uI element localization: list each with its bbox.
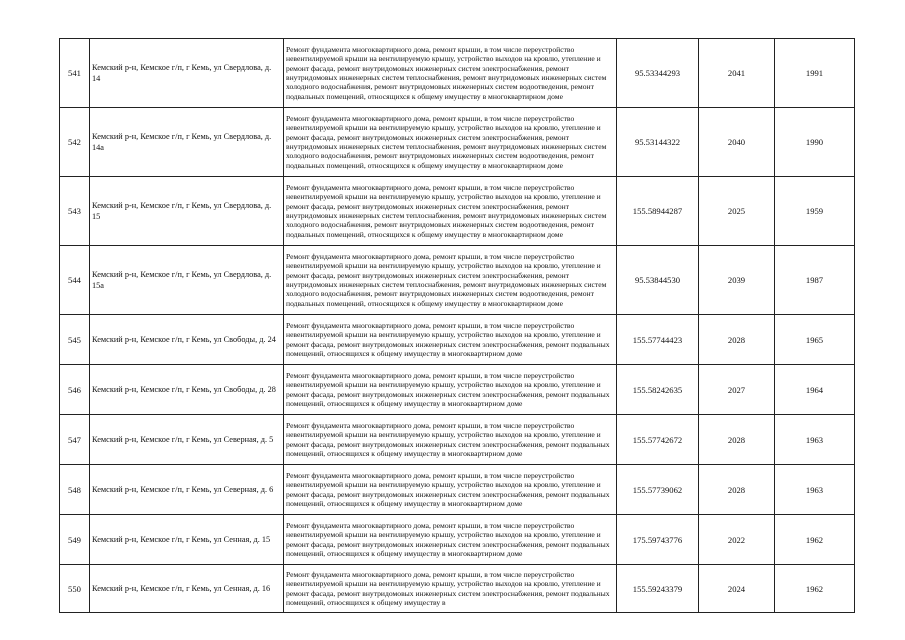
row-works: Ремонт фундамента многоквартирного дома, ремонт крыши, в том числе переустройство невентилируемой крыши на вентилируемую крышу, устройство выходов на кровлю, утепление и ремонт фасада, ремонт внутридомовых инженерных систем электроснабжения, ремонт внутридомовых инженерных систем теплоснабжения, ремонт внутридомовых инженерных систем холодного водоснабжения, ремонт внутридомовых инженерных систем водоотведения, ремонт подвальных помещений, относящихся к общему имуществу в многоквартирном доме — [284, 177, 617, 246]
row-address: Кемский р-н, Кемское г/п, г Кемь, ул Северная, д. 6 — [90, 465, 284, 515]
row-number: 549 — [60, 515, 90, 565]
row-works: Ремонт фундамента многоквартирного дома, ремонт крыши, в том числе переустройство невентилируемой крыши на вентилируемую крышу, устройство выходов на кровлю, утепление и ремонт фасада, ремонт внутридомовых инженерных систем электроснабжения, ремонт подвальных помещений, относящихся к общему имуществу в многоквартирном доме — [284, 515, 617, 565]
row-works: Ремонт фундамента многоквартирного дома, ремонт крыши, в том числе переустройство невентилируемой крыши на вентилируемую крышу, устройство выходов на кровлю, утепление и ремонт фасада, ремонт внутридомовых инженерных систем электроснабжения, ремонт подвальных помещений, относящихся к общему имуществу в — [284, 565, 617, 613]
table-row — [60, 565, 855, 613]
housing-repair-table — [59, 38, 855, 613]
row-number: 550 — [60, 565, 90, 613]
row-cost: 175.59743776 — [617, 515, 699, 565]
row-build-year: 1963 — [775, 465, 855, 515]
table-row — [60, 246, 855, 315]
row-planned-year: 2040 — [699, 108, 775, 177]
row-cost: 95.53844530 — [617, 246, 699, 315]
row-address: Кемский р-н, Кемское г/п, г Кемь, ул Свердлова, д. 14а — [90, 108, 284, 177]
row-planned-year: 2024 — [699, 565, 775, 613]
row-works: Ремонт фундамента многоквартирного дома, ремонт крыши, в том числе переустройство невентилируемой крыши на вентилируемую крышу, устройство выходов на кровлю, утепление и ремонт фасада, ремонт внутридомовых инженерных систем электроснабжения, ремонт подвальных помещений, относящихся к общему имуществу в многоквартирном доме — [284, 465, 617, 515]
row-build-year: 1959 — [775, 177, 855, 246]
table-row — [60, 39, 855, 108]
row-number: 546 — [60, 365, 90, 415]
row-planned-year: 2027 — [699, 365, 775, 415]
row-build-year: 1962 — [775, 565, 855, 613]
row-cost: 95.53144322 — [617, 108, 699, 177]
table-row — [60, 315, 855, 365]
row-build-year: 1962 — [775, 515, 855, 565]
row-planned-year: 2028 — [699, 465, 775, 515]
row-cost: 155.58242635 — [617, 365, 699, 415]
row-planned-year: 2039 — [699, 246, 775, 315]
row-number: 544 — [60, 246, 90, 315]
row-cost: 155.58944287 — [617, 177, 699, 246]
row-number: 548 — [60, 465, 90, 515]
row-planned-year: 2028 — [699, 415, 775, 465]
table-row — [60, 108, 855, 177]
row-build-year: 1964 — [775, 365, 855, 415]
row-address: Кемский р-н, Кемское г/п, г Кемь, ул Свободы, д. 28 — [90, 365, 284, 415]
row-build-year: 1963 — [775, 415, 855, 465]
row-planned-year: 2022 — [699, 515, 775, 565]
row-address: Кемский р-н, Кемское г/п, г Кемь, ул Свердлова, д. 15 — [90, 177, 284, 246]
row-cost: 155.59243379 — [617, 565, 699, 613]
row-address: Кемский р-н, Кемское г/п, г Кемь, ул Сенная, д. 15 — [90, 515, 284, 565]
row-number: 543 — [60, 177, 90, 246]
row-build-year: 1991 — [775, 39, 855, 108]
row-works: Ремонт фундамента многоквартирного дома, ремонт крыши, в том числе переустройство невентилируемой крыши на вентилируемую крышу, устройство выходов на кровлю, утепление и ремонт фасада, ремонт внутридомовых инженерных систем электроснабжения, ремонт внутридомовых инженерных систем теплоснабжения, ремонт внутридомовых инженерных систем холодного водоснабжения, ремонт внутридомовых инженерных систем водоотведения, ремонт подвальных помещений, относящихся к общему имуществу в многоквартирном доме — [284, 246, 617, 315]
row-planned-year: 2028 — [699, 315, 775, 365]
table-row — [60, 177, 855, 246]
row-number: 545 — [60, 315, 90, 365]
row-cost: 155.57739062 — [617, 465, 699, 515]
row-address: Кемский р-н, Кемское г/п, г Кемь, ул Свердлова, д. 15а — [90, 246, 284, 315]
row-cost: 95.53344293 — [617, 39, 699, 108]
table-row — [60, 515, 855, 565]
table-row — [60, 415, 855, 465]
row-planned-year: 2025 — [699, 177, 775, 246]
row-address: Кемский р-н, Кемское г/п, г Кемь, ул Свободы, д. 24 — [90, 315, 284, 365]
row-build-year: 1965 — [775, 315, 855, 365]
row-works: Ремонт фундамента многоквартирного дома, ремонт крыши, в том числе переустройство невентилируемой крыши на вентилируемую крышу, устройство выходов на кровлю, утепление и ремонт фасада, ремонт внутридомовых инженерных систем электроснабжения, ремонт подвальных помещений, относящихся к общему имуществу в многоквартирном доме — [284, 315, 617, 365]
row-works: Ремонт фундамента многоквартирного дома, ремонт крыши, в том числе переустройство невентилируемой крыши на вентилируемую крышу, устройство выходов на кровлю, утепление и ремонт фасада, ремонт внутридомовых инженерных систем электроснабжения, ремонт внутридомовых инженерных систем теплоснабжения, ремонт внутридомовых инженерных систем холодного водоснабжения, ремонт внутридомовых инженерных систем водоотведения, ремонт подвальных помещений, относящихся к общему имуществу в многоквартирном доме — [284, 108, 617, 177]
row-address: Кемский р-н, Кемское г/п, г Кемь, ул Свердлова, д. 14 — [90, 39, 284, 108]
row-number: 541 — [60, 39, 90, 108]
row-number: 547 — [60, 415, 90, 465]
row-address: Кемский р-н, Кемское г/п, г Кемь, ул Сенная, д. 16 — [90, 565, 284, 613]
table-row — [60, 465, 855, 515]
table-row — [60, 365, 855, 415]
row-works: Ремонт фундамента многоквартирного дома, ремонт крыши, в том числе переустройство невентилируемой крыши на вентилируемую крышу, устройство выходов на кровлю, утепление и ремонт фасада, ремонт внутридомовых инженерных систем электроснабжения, ремонт внутридомовых инженерных систем теплоснабжения, ремонт внутридомовых инженерных систем холодного водоснабжения, ремонт внутридомовых инженерных систем водоотведения, ремонт подвальных помещений, относящихся к общему имуществу в многоквартирном доме — [284, 39, 617, 108]
row-cost: 155.57742672 — [617, 415, 699, 465]
row-number: 542 — [60, 108, 90, 177]
row-build-year: 1990 — [775, 108, 855, 177]
row-works: Ремонт фундамента многоквартирного дома, ремонт крыши, в том числе переустройство невентилируемой крыши на вентилируемую крышу, устройство выходов на кровлю, утепление и ремонт фасада, ремонт внутридомовых инженерных систем электроснабжения, ремонт подвальных помещений, относящихся к общему имуществу в многоквартирном доме — [284, 415, 617, 465]
row-build-year: 1987 — [775, 246, 855, 315]
row-cost: 155.57744423 — [617, 315, 699, 365]
row-works: Ремонт фундамента многоквартирного дома, ремонт крыши, в том числе переустройство невентилируемой крыши на вентилируемую крышу, устройство выходов на кровлю, утепление и ремонт фасада, ремонт внутридомовых инженерных систем электроснабжения, ремонт подвальных помещений, относящихся к общему имуществу в многоквартирном доме — [284, 365, 617, 415]
row-planned-year: 2041 — [699, 39, 775, 108]
row-address: Кемский р-н, Кемское г/п, г Кемь, ул Северная, д. 5 — [90, 415, 284, 465]
